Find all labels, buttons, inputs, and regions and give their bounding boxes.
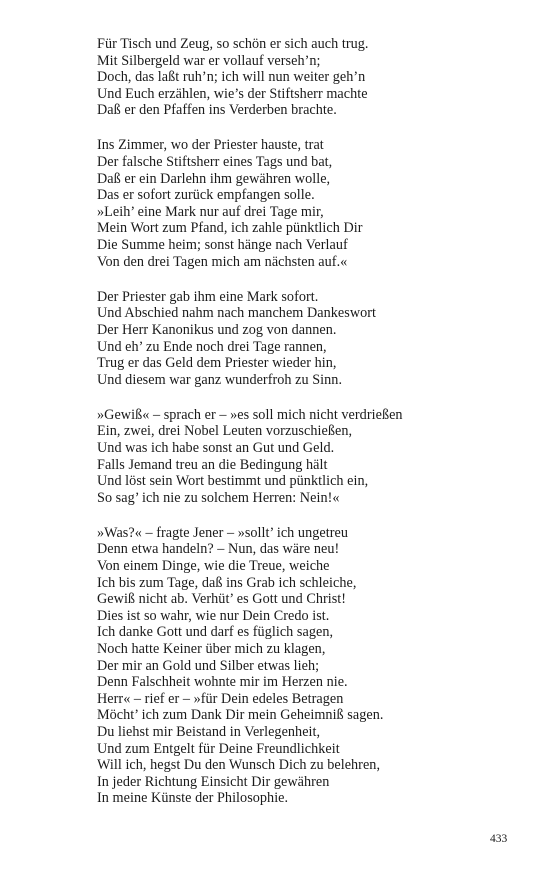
verse-line: So sag’ ich nie zu solchem Herren: Nein!« <box>97 489 340 506</box>
verse-line: Und löst sein Wort bestimmt und pünktlich ein, <box>97 473 369 490</box>
verse-line: Dies ist so wahr, wie nur Dein Credo ist. <box>97 607 330 624</box>
verse-line: Und eh’ zu Ende noch drei Tage rannen, <box>97 338 327 355</box>
verse-line: Die Summe heim; sonst hänge nach Verlauf <box>97 237 348 254</box>
stanza <box>97 289 517 389</box>
verse-line: Will ich, hegst Du den Wunsch Dich zu belehren, <box>97 757 381 774</box>
verse-line: Für Tisch und Zeug, so schön er sich auch trug. <box>97 36 369 52</box>
verse-line: Gewiß nicht ab. Verhüt’ es Gott und Christ! <box>97 591 347 608</box>
verse-line: Falls Jemand treu an die Bedingung hält <box>97 456 328 473</box>
verse-line: »Leih’ eine Mark nur auf drei Tage mir, <box>97 203 324 220</box>
stanza <box>97 137 517 270</box>
verse-line: Möcht’ ich zum Dank Dir mein Geheimniß sagen. <box>97 707 384 724</box>
verse-line: Herr« – rief er – »für Dein edeles Betragen <box>97 690 344 707</box>
poem-text <box>97 36 517 825</box>
verse-line: Und Abschied nahm nach manchem Dankeswort <box>97 305 377 322</box>
verse-line: Von einem Dinge, wie die Treue, weiche <box>97 558 330 575</box>
stanza <box>97 36 517 119</box>
verse-line: In jeder Richtung Einsicht Dir gewähren <box>97 773 330 790</box>
verse-line: Und zum Entgelt für Deine Freundlichkeit <box>97 740 340 757</box>
verse-line: Und was ich habe sonst an Gut und Geld. <box>97 439 335 456</box>
verse-line: Daß er ein Darlehn ihm gewähren wolle, <box>97 170 331 187</box>
verse-line: »Gewiß« – sprach er – »es soll mich nicht verdrießen <box>97 406 403 423</box>
verse-line: Denn Falschheit wohnte mir im Herzen nie. <box>97 674 348 691</box>
verse-line: Trug er das Geld dem Priester wieder hin, <box>97 355 337 372</box>
verse-line: Denn etwa handeln? – Nun, das wäre neu! <box>97 541 340 558</box>
verse-line: Und Euch erzählen, wie’s der Stiftsherr machte <box>97 85 368 102</box>
verse-line: Ich danke Gott und darf es füglich sagen, <box>97 624 334 641</box>
verse-line: Und diesem war ganz wunderfroh zu Sinn. <box>97 371 343 388</box>
stanza <box>97 525 517 807</box>
verse-line: Doch, das laßt ruh’n; ich will nun weiter geh’n <box>97 69 366 86</box>
verse-line: Der Priester gab ihm eine Mark sofort. <box>97 288 319 305</box>
verse-line: Mit Silbergeld war er vollauf verseh’n; <box>97 52 321 69</box>
verse-line: In meine Künste der Philosophie. <box>97 790 289 807</box>
page-number: 433 <box>490 833 508 845</box>
verse-line: Der Herr Kanonikus und zog von dannen. <box>97 321 337 338</box>
stanza <box>97 407 517 507</box>
verse-line: Du liehst mir Beistand in Verlegenheit, <box>97 723 321 740</box>
verse-line: Ich bis zum Tage, daß ins Grab ich schleiche, <box>97 574 357 591</box>
verse-line: Von den drei Tagen mich am nächsten auf.« <box>97 253 348 270</box>
verse-line: Daß er den Pfaffen ins Verderben brachte. <box>97 102 337 119</box>
verse-line: Der mir an Gold und Silber etwas lieh; <box>97 657 320 674</box>
verse-line: Das er sofort zurück empfangen solle. <box>97 187 315 204</box>
verse-line: Noch hatte Keiner über mich zu klagen, <box>97 641 326 657</box>
verse-line: »Was?« – fragte Jener – »sollt’ ich ungetreu <box>97 524 348 541</box>
verse-line: Ins Zimmer, wo der Priester hauste, trat <box>97 137 324 154</box>
verse-line: Ein, zwei, drei Nobel Leuten vorzuschießen, <box>97 423 353 440</box>
verse-line: Mein Wort zum Pfand, ich zahle pünktlich Dir <box>97 220 363 237</box>
verse-line: Der falsche Stiftsherr eines Tags und bat, <box>97 154 333 171</box>
